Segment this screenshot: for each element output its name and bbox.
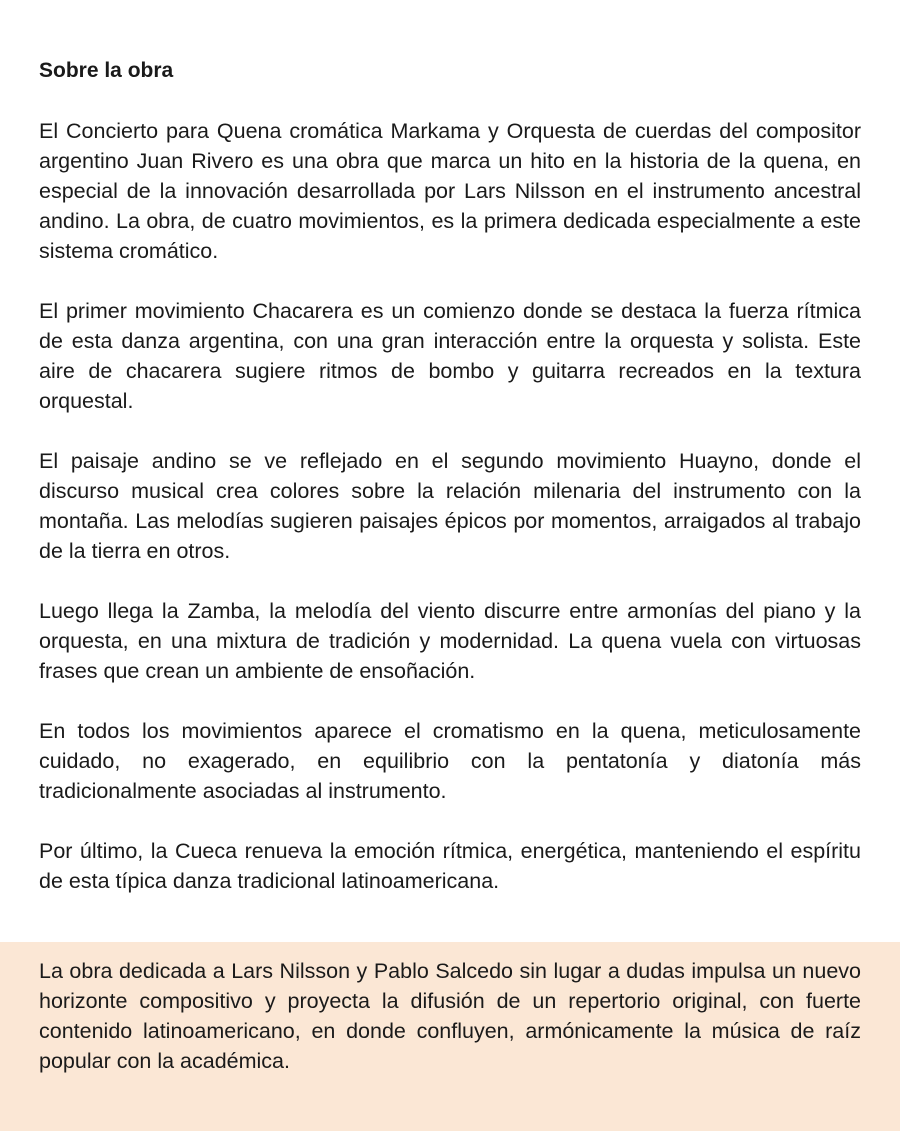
paragraph-huayno: El paisaje andino se ve reflejado en el segundo movimiento Huayno, donde el discurso musical crea colores sobre la relación milenaria del instrumento con la montaña. Las melodías sugieren paisajes épicos por momentos, arraigados al trabajo de la tierra en otros. xyxy=(39,449,861,563)
paragraph-cromatismo: En todos los movimientos aparece el cromatismo en la quena, meticulosamente cuidado, no exagerado, en equilibrio con la pentatonía y diatonía más tradicionalmente asociadas al instrumento. xyxy=(39,719,861,803)
paragraph-cueca: Por último, la Cueca renueva la emoción rítmica, energética, manteniendo el espíritu de esta típica danza tradicional latinoamericana. xyxy=(39,839,861,893)
paragraph-dedication: La obra dedicada a Lars Nilsson y Pablo Salcedo sin lugar a dudas impulsa un nuevo horizonte compositivo y proyecta la difusión de un repertorio original, con fuerte contenido latinoamericano, en donde confluyen, armónicamente la música de raíz popular con la académica. xyxy=(39,959,861,1073)
paragraph-intro: El Concierto para Quena cromática Markama y Orquesta de cuerdas del compositor argentino Juan Rivero es una obra que marca un hito en la historia de la quena, en especial de la innovación desarrollada por Lars Nilsson en el instrumento ancestral andino. La obra, de cuatro movimientos, es la primera dedicada especialmente a este sistema cromático. xyxy=(39,119,861,263)
paragraph-chacarera: El primer movimiento Chacarera es un comienzo donde se destaca la fuerza rítmica de esta danza argentina, con una gran interacción entre la orquesta y solista. Este aire de chacarera sugiere ritmos de bombo y guitarra recreados en la textura orquestal. xyxy=(39,299,861,413)
paragraph-zamba: Luego llega la Zamba, la melodía del viento discurre entre armonías del piano y la orquesta, en una mixtura de tradición y modernidad. La quena vuela con virtuosas frases que crean un ambiente de ensoñación. xyxy=(39,599,861,683)
section-title: Sobre la obra xyxy=(39,59,174,82)
document-body xyxy=(39,56,861,896)
highlight-box xyxy=(0,942,900,1131)
